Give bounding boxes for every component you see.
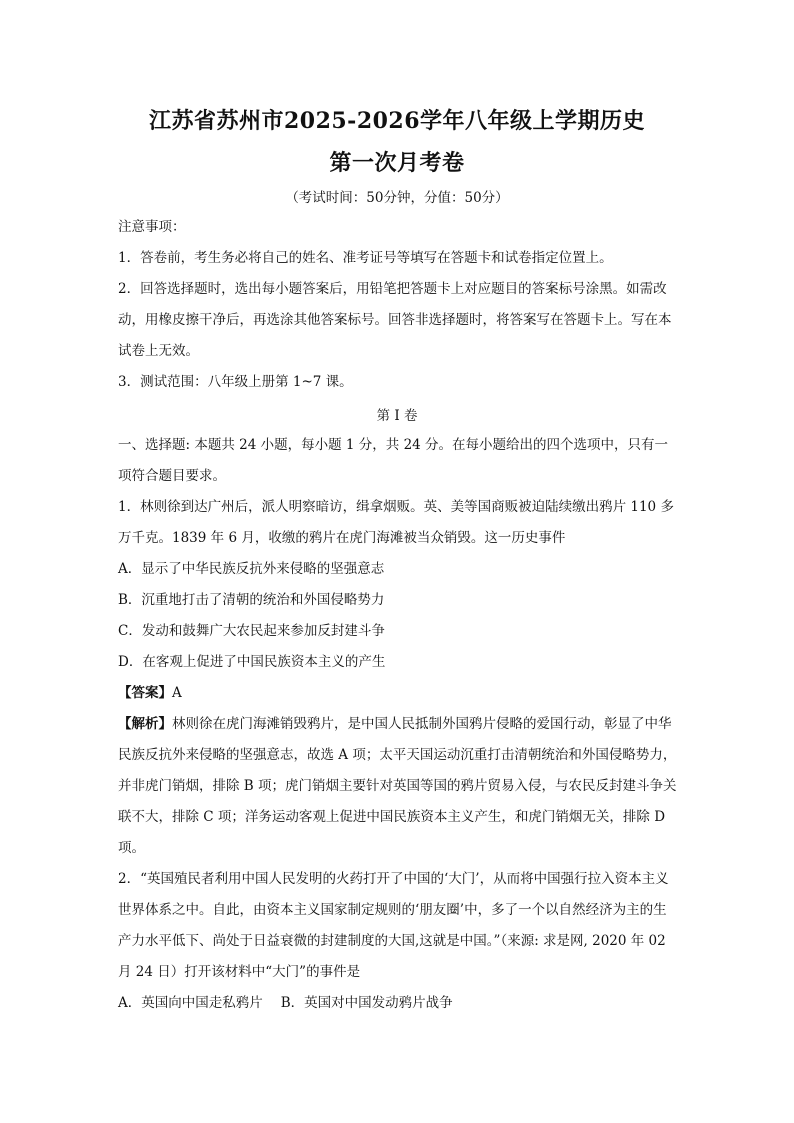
exam-subtitle-title: 第一次月考卷 [329, 150, 465, 176]
exam-title: 江苏省苏州市2025-2026学年八年级上学期历史 [148, 108, 646, 134]
question-2-options-row [118, 988, 678, 1019]
question-2-option-a: A．英国向中国走私鸦片 [118, 995, 263, 1011]
notice-heading: 注意事项： [118, 219, 186, 235]
question-1-stem: 1．林则徐到达广州后，派人明察暗访，缉拿烟贩。英、美等国商贩被迫陆续缴出鸦片 110 多万千克。1839 年 6 月，收缴的鸦片在虎门海滩被当众销毁。这一历史事件 [118, 499, 674, 546]
question-1-answer [118, 678, 678, 709]
question-2-stem: 2．“英国殖民者利用中国人民发明的火药打开了中国的‘大门’，从而将中国强行拉入资本主义世界体系之中。自此，由资本主义国家制定规则的‘朋友圈’中，多了一个以自然经济为主的生产力水平低下、尚处于日益衰微的封建制度的大国,这就是中国。”（来源: 求是网, 2020 年 02 月 24 日）打开该材料中“大门”的事件是 [118, 871, 669, 980]
volume-label: 第 I 卷 [376, 408, 418, 424]
analysis-tag: 【解析】 [118, 716, 172, 732]
question-1-option-d: D．在客观上促进了中国民族资本主义的产生 [118, 654, 386, 670]
exam-time-info: （考试时间：50分钟，分值：50分） [285, 190, 509, 206]
answer-value: A [172, 685, 182, 701]
analysis-text: 林则徐在虎门海滩销毁鸦片，是中国人民抵制外国鸦片侵略的爱国行动，彰显了中华民族反抗外来侵略的坚强意志，故选 A 项；太平天国运动沉重打击清朝统治和外国侵略势力，并非虎门销烟，排除 B 项；虎门销烟主要针对英国等国的鸦片贸易入侵，与农民反封建斗争关联不大，排除 C 项；洋务运动客观上促进中国民族资本主义产生，和虎门销烟无关，排除 D 项。 [118, 716, 677, 856]
notice-item-3: 3．测试范围：八年级上册第 1~7 课。 [118, 374, 353, 390]
question-1-option-a: A．显示了中华民族反抗外来侵略的坚强意志 [118, 561, 385, 577]
section-instruction: 一、选择题: 本题共 24 小题，每小题 1 分，共 24 分。在每小题给出的四个选项中，只有一项符合题目要求。 [118, 437, 669, 484]
question-2-option-b: B．英国对中国发动鸦片战争 [280, 995, 453, 1011]
notice-item-2: 2．回答选择题时，选出每小题答案后，用铅笔把答题卡上对应题目的答案标号涂黑。如需改动，用橡皮擦干净后，再选涂其他答案标号。回答非选择题时，将答案写在答题卡上。写在本试卷上无效。 [118, 281, 672, 359]
question-1-option-c: C．发动和鼓舞广大农民起来参加反封建斗争 [118, 623, 385, 639]
question-1-analysis [118, 709, 678, 864]
answer-tag: 【答案】 [118, 685, 172, 701]
question-1-option-b: B．沉重地打击了清朝的统治和外国侵略势力 [118, 592, 385, 608]
notice-item-1: 1．答卷前，考生务必将自己的姓名、准考证号等填写在答题卡和试卷指定位置上。 [118, 250, 613, 266]
